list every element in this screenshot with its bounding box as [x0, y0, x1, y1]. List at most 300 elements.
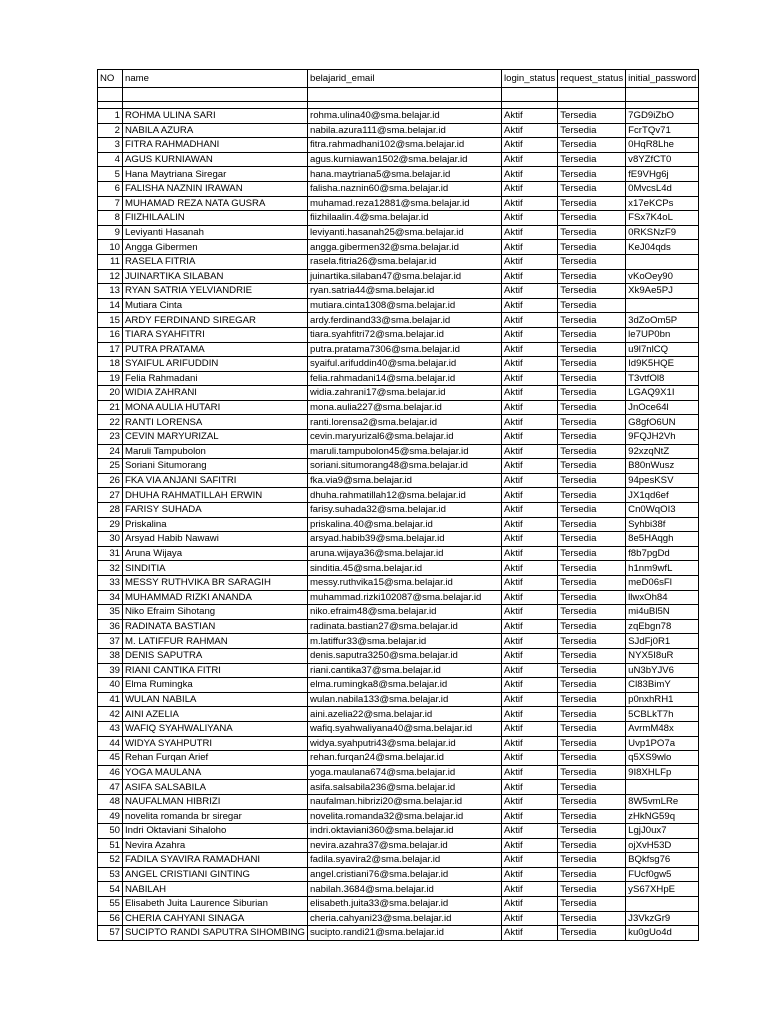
blank-cell[interactable] [308, 88, 502, 102]
blank-cell[interactable] [502, 88, 558, 102]
cell-no[interactable]: 41 [98, 692, 123, 707]
cell-no[interactable]: 35 [98, 605, 123, 620]
cell-login-status[interactable]: Aktif [502, 240, 558, 255]
cell-initial-password[interactable]: f8b7pgDd [626, 546, 699, 561]
cell-request-status[interactable]: Tersedia [558, 867, 626, 882]
cell-initial-password[interactable]: 9I8XHLFp [626, 765, 699, 780]
cell-no[interactable]: 12 [98, 269, 123, 284]
cell-initial-password[interactable]: ku0gUo4d [626, 926, 699, 941]
cell-email[interactable]: falisha.naznin60@sma.belajar.id [308, 181, 502, 196]
cell-email[interactable]: elisabeth.juita33@sma.belajar.id [308, 897, 502, 912]
cell-name[interactable]: Maruli Tampubolon [123, 444, 308, 459]
cell-no[interactable]: 18 [98, 357, 123, 372]
cell-name[interactable]: FADILA SYAVIRA RAMADHANI [123, 853, 308, 868]
cell-no[interactable]: 45 [98, 751, 123, 766]
cell-no[interactable]: 36 [98, 619, 123, 634]
cell-no[interactable]: 22 [98, 415, 123, 430]
cell-request-status[interactable]: Tersedia [558, 736, 626, 751]
cell-name[interactable]: ANGEL CRISTIANI GINTING [123, 867, 308, 882]
cell-name[interactable]: Leviyanti Hasanah [123, 225, 308, 240]
cell-request-status[interactable]: Tersedia [558, 853, 626, 868]
cell-request-status[interactable]: Tersedia [558, 576, 626, 591]
cell-name[interactable]: WIDYA SYAHPUTRI [123, 736, 308, 751]
cell-name[interactable]: PUTRA PRATAMA [123, 342, 308, 357]
cell-no[interactable]: 4 [98, 152, 123, 167]
cell-initial-password[interactable]: 0HqR8Lhe [626, 138, 699, 153]
cell-initial-password[interactable]: le7UP0bn [626, 327, 699, 342]
cell-request-status[interactable]: Tersedia [558, 430, 626, 445]
cell-no[interactable]: 40 [98, 678, 123, 693]
cell-login-status[interactable]: Aktif [502, 357, 558, 372]
cell-login-status[interactable]: Aktif [502, 576, 558, 591]
cell-email[interactable]: niko.efraim48@sma.belajar.id [308, 605, 502, 620]
cell-email[interactable]: mona.aulia227@sma.belajar.id [308, 400, 502, 415]
cell-request-status[interactable]: Tersedia [558, 546, 626, 561]
cell-no[interactable]: 43 [98, 721, 123, 736]
cell-name[interactable]: AINI AZELIA [123, 707, 308, 722]
cell-initial-password[interactable]: J3VkzGr9 [626, 911, 699, 926]
cell-login-status[interactable]: Aktif [502, 503, 558, 518]
cell-email[interactable]: angga.gibermen32@sma.belajar.id [308, 240, 502, 255]
cell-initial-password[interactable]: p0nxhRH1 [626, 692, 699, 707]
cell-request-status[interactable]: Tersedia [558, 298, 626, 313]
cell-login-status[interactable]: Aktif [502, 473, 558, 488]
cell-initial-password[interactable]: mi4uBl5N [626, 605, 699, 620]
cell-email[interactable]: soriani.situmorang48@sma.belajar.id [308, 459, 502, 474]
cell-request-status[interactable]: Tersedia [558, 561, 626, 576]
cell-request-status[interactable]: Tersedia [558, 809, 626, 824]
cell-no[interactable]: 55 [98, 897, 123, 912]
cell-initial-password[interactable]: NYX5I8uR [626, 648, 699, 663]
cell-no[interactable]: 24 [98, 444, 123, 459]
cell-login-status[interactable]: Aktif [502, 284, 558, 299]
cell-request-status[interactable]: Tersedia [558, 663, 626, 678]
cell-initial-password[interactable]: SJdFj0R1 [626, 634, 699, 649]
cell-name[interactable]: RIANI CANTIKA FITRI [123, 663, 308, 678]
cell-email[interactable]: m.latiffur33@sma.belajar.id [308, 634, 502, 649]
cell-no[interactable]: 50 [98, 824, 123, 839]
cell-request-status[interactable]: Tersedia [558, 284, 626, 299]
cell-no[interactable]: 27 [98, 488, 123, 503]
blank-cell[interactable] [98, 88, 123, 102]
cell-email[interactable]: naufalman.hibrizi20@sma.belajar.id [308, 794, 502, 809]
cell-login-status[interactable]: Aktif [502, 824, 558, 839]
cell-login-status[interactable]: Aktif [502, 736, 558, 751]
cell-initial-password[interactable]: FcrTQv71 [626, 123, 699, 138]
cell-no[interactable]: 29 [98, 517, 123, 532]
cell-login-status[interactable]: Aktif [502, 298, 558, 313]
cell-email[interactable]: widya.syahputri43@sma.belajar.id [308, 736, 502, 751]
cell-request-status[interactable]: Tersedia [558, 313, 626, 328]
cell-login-status[interactable]: Aktif [502, 648, 558, 663]
column-header-login-status[interactable]: login_status [502, 70, 558, 88]
cell-no[interactable]: 23 [98, 430, 123, 445]
cell-email[interactable]: indri.oktaviani360@sma.belajar.id [308, 824, 502, 839]
cell-name[interactable]: AGUS KURNIAWAN [123, 152, 308, 167]
cell-email[interactable]: hana.maytriana5@sma.belajar.id [308, 167, 502, 182]
cell-name[interactable]: RYAN SATRIA YELVIANDRIE [123, 284, 308, 299]
cell-initial-password[interactable]: 0MvcsL4d [626, 181, 699, 196]
cell-name[interactable]: FITRA RAHMADHANI [123, 138, 308, 153]
cell-email[interactable]: elma.rumingka8@sma.belajar.id [308, 678, 502, 693]
cell-no[interactable]: 20 [98, 386, 123, 401]
cell-initial-password[interactable]: Syhbi38f [626, 517, 699, 532]
cell-no[interactable]: 46 [98, 765, 123, 780]
cell-initial-password[interactable]: ojXvH53D [626, 838, 699, 853]
cell-request-status[interactable]: Tersedia [558, 634, 626, 649]
cell-no[interactable]: 52 [98, 853, 123, 868]
cell-no[interactable]: 5 [98, 167, 123, 182]
cell-name[interactable]: FARISY SUHADA [123, 503, 308, 518]
cell-name[interactable]: MESSY RUTHVIKA BR SARAGIH [123, 576, 308, 591]
cell-no[interactable]: 34 [98, 590, 123, 605]
cell-request-status[interactable]: Tersedia [558, 473, 626, 488]
cell-initial-password[interactable]: B80nWusz [626, 459, 699, 474]
cell-request-status[interactable]: Tersedia [558, 459, 626, 474]
cell-login-status[interactable]: Aktif [502, 721, 558, 736]
cell-initial-password[interactable]: u9l7nlCQ [626, 342, 699, 357]
cell-initial-password[interactable]: yS67XHpE [626, 882, 699, 897]
cell-no[interactable]: 28 [98, 503, 123, 518]
cell-initial-password[interactable]: vKoOey90 [626, 269, 699, 284]
cell-login-status[interactable]: Aktif [502, 430, 558, 445]
cell-request-status[interactable]: Tersedia [558, 503, 626, 518]
cell-name[interactable]: DHUHA RAHMATILLAH ERWIN [123, 488, 308, 503]
cell-name[interactable]: NABILA AZURA [123, 123, 308, 138]
cell-initial-password[interactable]: Xk9Ae5PJ [626, 284, 699, 299]
blank-cell[interactable] [123, 88, 308, 102]
cell-login-status[interactable]: Aktif [502, 415, 558, 430]
cell-name[interactable]: Elisabeth Juita Laurence Siburian [123, 897, 308, 912]
cell-login-status[interactable]: Aktif [502, 152, 558, 167]
cell-email[interactable]: wulan.nabila133@sma.belajar.id [308, 692, 502, 707]
cell-request-status[interactable]: Tersedia [558, 911, 626, 926]
cell-name[interactable]: JUINARTIKA SILABAN [123, 269, 308, 284]
cell-name[interactable]: SYAIFUL ARIFUDDIN [123, 357, 308, 372]
cell-initial-password[interactable]: Cn0WqOI3 [626, 503, 699, 518]
cell-name[interactable]: M. LATIFFUR RAHMAN [123, 634, 308, 649]
cell-login-status[interactable]: Aktif [502, 605, 558, 620]
cell-login-status[interactable]: Aktif [502, 794, 558, 809]
cell-login-status[interactable]: Aktif [502, 254, 558, 269]
cell-login-status[interactable]: Aktif [502, 459, 558, 474]
cell-login-status[interactable]: Aktif [502, 780, 558, 795]
cell-initial-password[interactable]: JnOce64l [626, 400, 699, 415]
cell-request-status[interactable]: Tersedia [558, 386, 626, 401]
cell-login-status[interactable]: Aktif [502, 342, 558, 357]
cell-login-status[interactable]: Aktif [502, 867, 558, 882]
cell-initial-password[interactable] [626, 254, 699, 269]
cell-no[interactable]: 26 [98, 473, 123, 488]
cell-login-status[interactable]: Aktif [502, 269, 558, 284]
cell-name[interactable]: Indri Oktaviani Sihaloho [123, 824, 308, 839]
cell-initial-password[interactable] [626, 780, 699, 795]
cell-request-status[interactable]: Tersedia [558, 254, 626, 269]
cell-login-status[interactable]: Aktif [502, 371, 558, 386]
cell-request-status[interactable]: Tersedia [558, 225, 626, 240]
cell-initial-password[interactable]: LGAQ9X1I [626, 386, 699, 401]
cell-name[interactable]: MONA AULIA HUTARI [123, 400, 308, 415]
cell-name[interactable]: FIIZHILAALIN [123, 211, 308, 226]
cell-no[interactable]: 47 [98, 780, 123, 795]
cell-login-status[interactable]: Aktif [502, 561, 558, 576]
cell-initial-password[interactable]: KeJ04qds [626, 240, 699, 255]
cell-login-status[interactable]: Aktif [502, 488, 558, 503]
cell-request-status[interactable]: Tersedia [558, 605, 626, 620]
cell-email[interactable]: fitra.rahmadhani102@sma.belajar.id [308, 138, 502, 153]
cell-login-status[interactable]: Aktif [502, 590, 558, 605]
cell-initial-password[interactable]: 8e5HAqgh [626, 532, 699, 547]
cell-name[interactable]: Nevira Azahra [123, 838, 308, 853]
cell-name[interactable]: novelita romanda br siregar [123, 809, 308, 824]
cell-login-status[interactable]: Aktif [502, 911, 558, 926]
column-header-initial-password[interactable]: initial_password [626, 70, 699, 88]
cell-email[interactable]: ardy.ferdinand33@sma.belajar.id [308, 313, 502, 328]
cell-name[interactable]: YOGA MAULANA [123, 765, 308, 780]
cell-request-status[interactable]: Tersedia [558, 400, 626, 415]
cell-email[interactable]: juinartika.silaban47@sma.belajar.id [308, 269, 502, 284]
cell-initial-password[interactable]: x17eKCPs [626, 196, 699, 211]
cell-login-status[interactable]: Aktif [502, 532, 558, 547]
cell-initial-password[interactable] [626, 897, 699, 912]
cell-email[interactable]: novelita.romanda32@sma.belajar.id [308, 809, 502, 824]
cell-request-status[interactable]: Tersedia [558, 371, 626, 386]
cell-email[interactable]: nevira.azahra37@sma.belajar.id [308, 838, 502, 853]
cell-login-status[interactable]: Aktif [502, 225, 558, 240]
cell-login-status[interactable]: Aktif [502, 663, 558, 678]
cell-no[interactable]: 6 [98, 181, 123, 196]
cell-request-status[interactable]: Tersedia [558, 327, 626, 342]
cell-initial-password[interactable]: BQkfsg76 [626, 853, 699, 868]
cell-initial-password[interactable]: 0RKSNzF9 [626, 225, 699, 240]
cell-initial-password[interactable]: G8gfO6UN [626, 415, 699, 430]
cell-email[interactable]: fka.via9@sma.belajar.id [308, 473, 502, 488]
cell-initial-password[interactable]: 5CBLkT7h [626, 707, 699, 722]
cell-no[interactable]: 21 [98, 400, 123, 415]
cell-initial-password[interactable]: 7GD9iZbO [626, 109, 699, 124]
cell-email[interactable]: sinditia.45@sma.belajar.id [308, 561, 502, 576]
cell-request-status[interactable]: Tersedia [558, 196, 626, 211]
cell-name[interactable]: NAUFALMAN HIBRIZI [123, 794, 308, 809]
cell-email[interactable]: sucipto.randi21@sma.belajar.id [308, 926, 502, 941]
cell-initial-password[interactable]: q5XS9wlo [626, 751, 699, 766]
cell-request-status[interactable]: Tersedia [558, 269, 626, 284]
cell-email[interactable]: asifa.salsabila236@sma.belajar.id [308, 780, 502, 795]
cell-name[interactable]: NABILAH [123, 882, 308, 897]
cell-email[interactable]: nabila.azura111@sma.belajar.id [308, 123, 502, 138]
cell-login-status[interactable]: Aktif [502, 517, 558, 532]
cell-request-status[interactable]: Tersedia [558, 152, 626, 167]
cell-email[interactable]: messy.ruthvika15@sma.belajar.id [308, 576, 502, 591]
cell-login-status[interactable]: Aktif [502, 181, 558, 196]
cell-no[interactable]: 32 [98, 561, 123, 576]
cell-name[interactable]: SUCIPTO RANDI SAPUTRA SIHOMBING [123, 926, 308, 941]
column-header-no[interactable]: NO [98, 70, 123, 88]
cell-request-status[interactable]: Tersedia [558, 342, 626, 357]
cell-name[interactable]: MUHAMMAD RIZKI ANANDA [123, 590, 308, 605]
cell-name[interactable]: RASELA FITRIA [123, 254, 308, 269]
cell-initial-password[interactable] [626, 298, 699, 313]
cell-email[interactable]: agus.kurniawan1502@sma.belajar.id [308, 152, 502, 167]
cell-login-status[interactable]: Aktif [502, 926, 558, 941]
cell-name[interactable]: Felia Rahmadani [123, 371, 308, 386]
cell-no[interactable]: 42 [98, 707, 123, 722]
cell-email[interactable]: widia.zahrani17@sma.belajar.id [308, 386, 502, 401]
cell-email[interactable]: rasela.fitria26@sma.belajar.id [308, 254, 502, 269]
cell-email[interactable]: rohma.ulina40@sma.belajar.id [308, 109, 502, 124]
cell-no[interactable]: 37 [98, 634, 123, 649]
cell-request-status[interactable]: Tersedia [558, 211, 626, 226]
cell-request-status[interactable]: Tersedia [558, 123, 626, 138]
cell-initial-password[interactable]: zqEbgn78 [626, 619, 699, 634]
cell-no[interactable]: 39 [98, 663, 123, 678]
cell-no[interactable]: 11 [98, 254, 123, 269]
column-header-name[interactable]: name [123, 70, 308, 88]
cell-name[interactable]: ROHMA ULINA SARI [123, 109, 308, 124]
cell-name[interactable]: WIDIA ZAHRANI [123, 386, 308, 401]
cell-email[interactable]: mutiara.cinta1308@sma.belajar.id [308, 298, 502, 313]
cell-name[interactable]: CHERIA CAHYANI SINAGA [123, 911, 308, 926]
cell-email[interactable]: muhammad.rizki102087@sma.belajar.id [308, 590, 502, 605]
cell-request-status[interactable]: Tersedia [558, 824, 626, 839]
cell-initial-password[interactable]: fE9VHg6j [626, 167, 699, 182]
cell-request-status[interactable]: Tersedia [558, 240, 626, 255]
cell-name[interactable]: Elma Rumingka [123, 678, 308, 693]
cell-email[interactable]: leviyanti.hasanah25@sma.belajar.id [308, 225, 502, 240]
cell-name[interactable]: FKA VIA ANJANI SAFITRI [123, 473, 308, 488]
cell-initial-password[interactable]: JX1qd6ef [626, 488, 699, 503]
cell-no[interactable]: 9 [98, 225, 123, 240]
cell-no[interactable]: 13 [98, 284, 123, 299]
cell-initial-password[interactable]: Uvp1PO7a [626, 736, 699, 751]
cell-name[interactable]: TIARA SYAHFITRI [123, 327, 308, 342]
cell-login-status[interactable]: Aktif [502, 196, 558, 211]
cell-request-status[interactable]: Tersedia [558, 751, 626, 766]
cell-no[interactable]: 44 [98, 736, 123, 751]
cell-login-status[interactable]: Aktif [502, 123, 558, 138]
cell-name[interactable]: WULAN NABILA [123, 692, 308, 707]
cell-login-status[interactable]: Aktif [502, 897, 558, 912]
cell-request-status[interactable]: Tersedia [558, 897, 626, 912]
cell-initial-password[interactable]: FSx7K4oL [626, 211, 699, 226]
cell-email[interactable]: maruli.tampubolon45@sma.belajar.id [308, 444, 502, 459]
cell-initial-password[interactable]: 3dZoOm5P [626, 313, 699, 328]
cell-login-status[interactable]: Aktif [502, 692, 558, 707]
cell-initial-password[interactable]: AvrmM48x [626, 721, 699, 736]
cell-name[interactable]: Hana Maytriana Siregar [123, 167, 308, 182]
cell-name[interactable]: ASIFA SALSABILA [123, 780, 308, 795]
cell-no[interactable]: 14 [98, 298, 123, 313]
cell-no[interactable]: 8 [98, 211, 123, 226]
cell-email[interactable]: riani.cantika37@sma.belajar.id [308, 663, 502, 678]
cell-email[interactable]: priskalina.40@sma.belajar.id [308, 517, 502, 532]
cell-no[interactable]: 38 [98, 648, 123, 663]
cell-email[interactable]: wafiq.syahwaliyana40@sma.belajar.id [308, 721, 502, 736]
cell-login-status[interactable]: Aktif [502, 619, 558, 634]
cell-login-status[interactable]: Aktif [502, 765, 558, 780]
cell-request-status[interactable]: Tersedia [558, 721, 626, 736]
cell-login-status[interactable]: Aktif [502, 678, 558, 693]
cell-request-status[interactable]: Tersedia [558, 532, 626, 547]
cell-no[interactable]: 25 [98, 459, 123, 474]
cell-request-status[interactable]: Tersedia [558, 444, 626, 459]
column-header-email[interactable]: belajarid_email [308, 70, 502, 88]
cell-initial-password[interactable]: T3vtfOl8 [626, 371, 699, 386]
cell-login-status[interactable]: Aktif [502, 853, 558, 868]
cell-request-status[interactable]: Tersedia [558, 415, 626, 430]
cell-name[interactable]: SINDITIA [123, 561, 308, 576]
cell-no[interactable]: 48 [98, 794, 123, 809]
cell-request-status[interactable]: Tersedia [558, 926, 626, 941]
cell-request-status[interactable]: Tersedia [558, 517, 626, 532]
cell-initial-password[interactable]: h1nm9wfL [626, 561, 699, 576]
cell-initial-password[interactable]: llwxOh84 [626, 590, 699, 605]
cell-request-status[interactable]: Tersedia [558, 488, 626, 503]
cell-name[interactable]: FALISHA NAZNIN IRAWAN [123, 181, 308, 196]
cell-name[interactable]: Niko Efraim Sihotang [123, 605, 308, 620]
cell-name[interactable]: MUHAMAD REZA NATA GUSRA [123, 196, 308, 211]
cell-name[interactable]: Priskalina [123, 517, 308, 532]
cell-email[interactable]: tiara.syahfitri72@sma.belajar.id [308, 327, 502, 342]
cell-no[interactable]: 16 [98, 327, 123, 342]
cell-no[interactable]: 2 [98, 123, 123, 138]
cell-name[interactable]: Rehan Furqan Arief [123, 751, 308, 766]
cell-initial-password[interactable]: LgjJ0ux7 [626, 824, 699, 839]
cell-login-status[interactable]: Aktif [502, 882, 558, 897]
cell-email[interactable]: muhamad.reza12881@sma.belajar.id [308, 196, 502, 211]
cell-email[interactable]: radinata.bastian27@sma.belajar.id [308, 619, 502, 634]
cell-name[interactable]: DENIS SAPUTRA [123, 648, 308, 663]
cell-email[interactable]: angel.cristiani76@sma.belajar.id [308, 867, 502, 882]
cell-no[interactable]: 49 [98, 809, 123, 824]
cell-no[interactable]: 57 [98, 926, 123, 941]
cell-email[interactable]: cheria.cahyani23@sma.belajar.id [308, 911, 502, 926]
cell-request-status[interactable]: Tersedia [558, 648, 626, 663]
cell-name[interactable]: Mutiara Cinta [123, 298, 308, 313]
cell-initial-password[interactable]: FUcf0gw5 [626, 867, 699, 882]
cell-email[interactable]: rehan.furqan24@sma.belajar.id [308, 751, 502, 766]
cell-login-status[interactable]: Aktif [502, 751, 558, 766]
cell-initial-password[interactable]: meD06sFl [626, 576, 699, 591]
cell-name[interactable]: Soriani Situmorang [123, 459, 308, 474]
cell-login-status[interactable]: Aktif [502, 707, 558, 722]
cell-name[interactable]: CEVIN MARYURIZAL [123, 430, 308, 445]
cell-no[interactable]: 30 [98, 532, 123, 547]
cell-no[interactable]: 51 [98, 838, 123, 853]
cell-name[interactable]: RADINATA BASTIAN [123, 619, 308, 634]
cell-initial-password[interactable]: v8YZfCT0 [626, 152, 699, 167]
blank-cell[interactable] [626, 88, 699, 102]
cell-request-status[interactable]: Tersedia [558, 692, 626, 707]
cell-email[interactable]: yoga.maulana674@sma.belajar.id [308, 765, 502, 780]
cell-initial-password[interactable]: 9FQJH2Vh [626, 430, 699, 445]
cell-request-status[interactable]: Tersedia [558, 167, 626, 182]
cell-no[interactable]: 54 [98, 882, 123, 897]
cell-name[interactable]: Angga Gibermen [123, 240, 308, 255]
cell-login-status[interactable]: Aktif [502, 327, 558, 342]
cell-request-status[interactable]: Tersedia [558, 678, 626, 693]
cell-request-status[interactable]: Tersedia [558, 882, 626, 897]
cell-email[interactable]: ryan.satria44@sma.belajar.id [308, 284, 502, 299]
cell-email[interactable]: putra.pratama7306@sma.belajar.id [308, 342, 502, 357]
cell-email[interactable]: ranti.lorensa2@sma.belajar.id [308, 415, 502, 430]
cell-request-status[interactable]: Tersedia [558, 780, 626, 795]
cell-login-status[interactable]: Aktif [502, 313, 558, 328]
cell-no[interactable]: 7 [98, 196, 123, 211]
cell-login-status[interactable]: Aktif [502, 400, 558, 415]
cell-no[interactable]: 10 [98, 240, 123, 255]
cell-no[interactable]: 1 [98, 109, 123, 124]
